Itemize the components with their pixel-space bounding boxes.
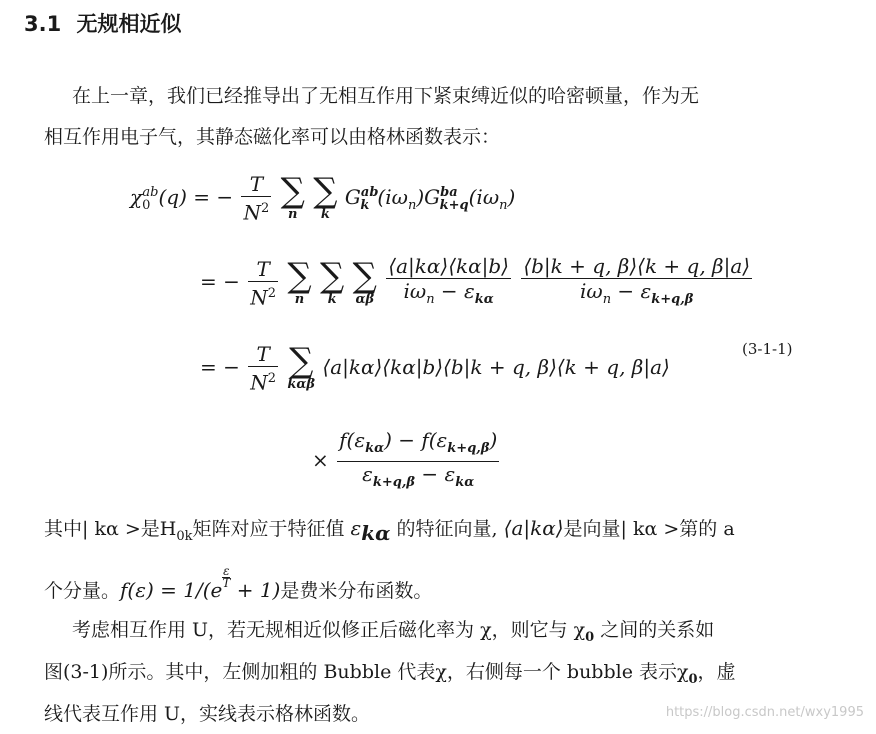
row2-f2-den-sub: k+q,β xyxy=(651,292,694,307)
sum-k-limit: k xyxy=(320,207,330,223)
row2-f1-den-n: n xyxy=(426,292,435,307)
row2-eq-sign: = − xyxy=(200,269,240,294)
equation-number: (3-1-1) xyxy=(742,340,793,358)
row4-num-b-sub: k+q,β xyxy=(447,441,490,456)
row3-coef-den: N xyxy=(250,370,268,395)
intro-line-2: 相互作用电子气，其静态磁化率可以由格林函数表示： xyxy=(44,126,501,148)
g2-sub: k+q xyxy=(439,197,469,213)
explain2-part1: 个分量。 xyxy=(44,580,121,602)
row4-den-b: − ε xyxy=(415,462,456,486)
fermi-a: f(ε) = 1/(e xyxy=(120,578,223,602)
equation-row-2 xyxy=(200,254,754,312)
row4-den-a: ε xyxy=(362,462,373,486)
explain1-bracket: ⟨a|kα⟩ xyxy=(503,516,564,540)
row2-coefficient xyxy=(248,257,278,310)
row2-fraction-1 xyxy=(386,254,511,312)
coefficient-fraction xyxy=(241,172,271,225)
fermi-exp-den: T xyxy=(222,576,231,590)
para3-line1-sub: 0 xyxy=(585,629,595,645)
row4-den-b-sub: kα xyxy=(455,475,475,490)
section-heading xyxy=(24,8,182,38)
coef-den-sup: 2 xyxy=(260,201,270,216)
explain1-part1: 其中| kα >是H xyxy=(44,518,177,540)
row2-f1-den-sub: kα xyxy=(474,292,494,307)
row4-den-a-sub: k+q,β xyxy=(372,475,416,490)
explain-line-2 xyxy=(44,566,432,603)
intro-line-1: 在上一章，我们已经推导出了无相互作用下紧束缚近似的哈密顿量，作为无 xyxy=(72,85,700,107)
coef-num: T xyxy=(241,172,271,197)
row2-coef-num: T xyxy=(248,257,278,282)
g1-close: ) xyxy=(416,184,425,209)
g1-sub: k xyxy=(360,197,370,213)
row2-f2-den-tail: − ε xyxy=(611,279,652,303)
row4-times: × xyxy=(312,448,329,472)
g1-sup: ab xyxy=(360,185,379,201)
row4-num-a: f(ε xyxy=(339,428,366,452)
row3-body: ⟨a|kα⟩⟨kα|b⟩⟨b|k + q, β⟩⟨k + q, β|a⟩ xyxy=(322,354,670,379)
row4-num-b: ) − f(ε xyxy=(384,428,448,452)
row2-f1-den-tail: − ε xyxy=(434,279,475,303)
chi-sup: ab xyxy=(142,185,159,201)
g1-argsub: n xyxy=(407,197,417,213)
section-title: 无规相近似 xyxy=(76,12,182,36)
fermi-exp-num: ε xyxy=(223,564,230,578)
explain1-part4: 是向量| kα >第的 a xyxy=(563,518,735,540)
fermi-b: + 1) xyxy=(230,578,281,602)
explain-line-1 xyxy=(44,516,735,549)
para3-line1-b: 之间的关系如 xyxy=(594,619,715,641)
row3-sum-kab: ∑ kαβ xyxy=(287,341,316,393)
row4-fraction xyxy=(337,428,499,495)
equation-row-3 xyxy=(200,342,670,395)
row2-coef-den-sup: 2 xyxy=(267,285,277,301)
sum-n: ∑ n xyxy=(280,171,305,223)
row2-sum-ab-limit: αβ xyxy=(355,292,375,307)
row2-f1-den: iω xyxy=(403,279,427,303)
row2-f2-num: ⟨b|k + q, β⟩⟨k + q, β|a⟩ xyxy=(523,254,751,278)
explain2-part2: 是费米分布函数。 xyxy=(280,580,433,602)
para3-line-3: 线代表互作用 U，实线表示格林函数。 xyxy=(44,703,371,725)
chi-symbol: χ xyxy=(130,184,143,209)
watermark: https://blog.csdn.net/wxy1995 xyxy=(665,705,864,720)
section-number: 3.1 xyxy=(24,12,62,36)
para3-line1-a: 考虑相互作用 U，若无规相近似修正后磁化率为 χ，则它与 χ xyxy=(72,619,586,641)
row2-f2-den: iω xyxy=(579,279,603,303)
row2-coef-den: N xyxy=(250,285,268,310)
g1-symbol: G xyxy=(344,184,361,209)
row2-sum-k-limit: k xyxy=(327,292,337,307)
row2-sum-n-limit: n xyxy=(294,292,305,307)
row2-f2-den-n: n xyxy=(602,292,612,307)
para3-line2-b: ，虚 xyxy=(697,661,736,683)
row2-sum-k: ∑ k xyxy=(320,256,345,307)
row4-num-a-sub: kα xyxy=(365,441,385,456)
row3-eq-sign: = − xyxy=(200,354,240,379)
row3-sum-kab-limit: kαβ xyxy=(287,377,316,393)
para3-line-2 xyxy=(44,660,736,692)
row3-coef-den-sup: 2 xyxy=(267,371,277,386)
row4-num-c: ) xyxy=(489,428,498,452)
g2-sup: ba xyxy=(440,185,458,201)
g1-arg: (iω xyxy=(377,184,408,209)
explain1-part3: 的特征向量, xyxy=(390,518,504,540)
explain1-part2: 矩阵对应于特征值 xyxy=(192,518,351,540)
explain1-eps-sub: kα xyxy=(361,520,391,545)
row2-sum-ab: ∑ αβ xyxy=(352,256,377,307)
coef-den: N xyxy=(243,200,261,225)
para3-line2-sub: 0 xyxy=(688,671,698,687)
lhs-arg: (q) = − xyxy=(158,184,234,209)
equation-row-1 xyxy=(130,172,515,225)
g2-close: ) xyxy=(507,184,516,209)
row2-sum-n: ∑ n xyxy=(287,256,312,307)
explain1-h-sub: 0k xyxy=(176,528,193,544)
para3-line2-a: 图(3-1)所示。其中，左侧加粗的 Bubble 代表χ，右侧每一个 bubble 表示χ xyxy=(44,661,689,683)
chi-sub: 0 xyxy=(142,197,151,213)
row2-f1-num: ⟨a|kα⟩⟨kα|b⟩ xyxy=(388,254,509,278)
g2-symbol: G xyxy=(424,184,441,209)
g2-arg: (iω xyxy=(468,184,500,209)
g2-argsub: n xyxy=(499,197,508,213)
row3-coefficient xyxy=(248,342,278,395)
explain1-eps: ε xyxy=(350,516,362,540)
para3-line-1 xyxy=(72,618,714,650)
sum-n-limit: n xyxy=(288,207,298,223)
row3-coef-num: T xyxy=(248,342,278,367)
row2-fraction-2 xyxy=(521,254,752,312)
sum-k: ∑ k xyxy=(313,171,338,223)
equation-row-4 xyxy=(312,428,501,495)
